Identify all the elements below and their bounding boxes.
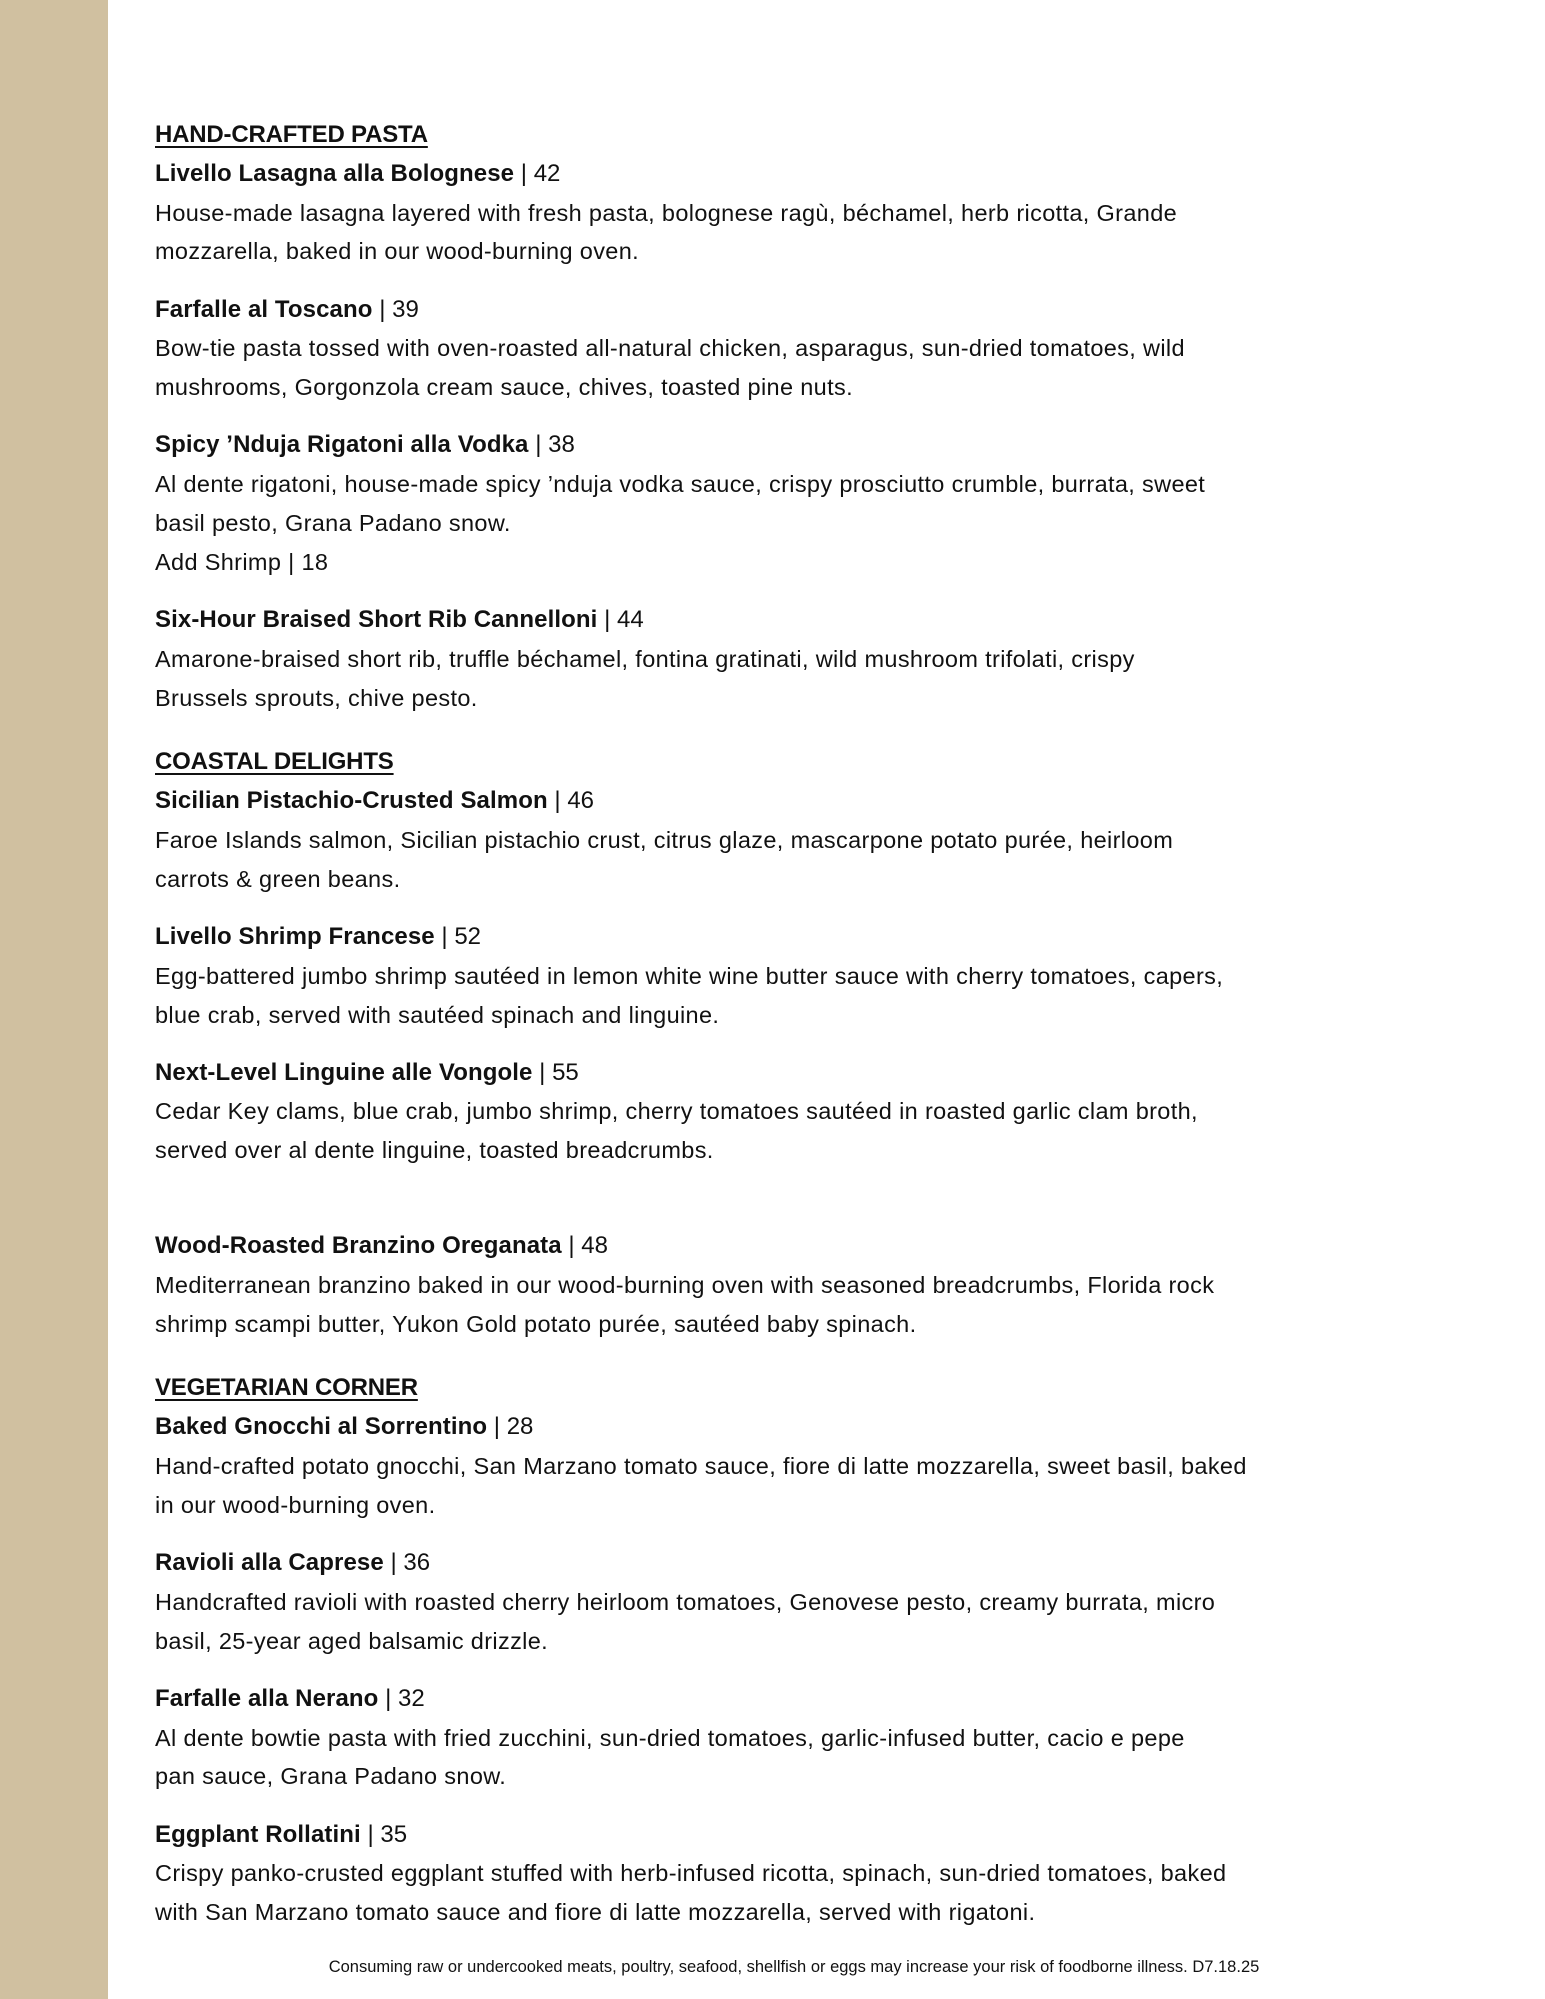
item-name: Ravioli alla Caprese <box>155 1549 384 1577</box>
item-price: 38 <box>548 431 575 459</box>
menu-item <box>155 1227 1485 1343</box>
item-title-line <box>155 601 1485 640</box>
item-description-line: blue crab, served with sautéed spinach and linguine. <box>155 1001 720 1028</box>
item-add-on: Add Shrimp | 18 <box>155 548 329 575</box>
item-title-line <box>155 918 1485 957</box>
item-description-line: Egg-battered jumbo shrimp sautéed in lemon white wine butter sauce with cherry tomatoes, capers, <box>155 962 1224 989</box>
item-description-line: carrots & green beans. <box>155 865 401 892</box>
item-name: Spicy ’Nduja Rigatoni alla Vodka <box>155 431 529 459</box>
menu-item <box>155 291 1485 407</box>
item-price: 36 <box>403 1549 431 1577</box>
footer-disclaimer: Consuming raw or undercooked meats, poultry, seafood, shellfish or eggs may increase your risk of foodborne illness. D7.18.25 <box>328 1958 1260 1976</box>
item-description-line: in our wood-burning oven. <box>155 1491 436 1518</box>
menu-item <box>155 1544 1485 1660</box>
item-price: 44 <box>617 605 644 633</box>
item-price: 52 <box>454 922 482 950</box>
item-name: Farfalle al Toscano <box>155 295 373 323</box>
item-title-line <box>155 1544 1485 1583</box>
price-separator: | <box>568 1232 575 1260</box>
price-separator: | <box>493 1413 501 1441</box>
menu-item <box>155 918 1485 1034</box>
item-description-line: shrimp scampi butter, Yukon Gold potato purée, sautéed baby spinach. <box>155 1310 917 1337</box>
price-separator: | <box>367 1820 374 1848</box>
menu-page <box>155 116 1485 1932</box>
item-title-line <box>155 1408 1485 1447</box>
item-title-line <box>155 1816 1485 1855</box>
item-description-line: Crispy panko-crusted eggplant stuffed with herb-infused ricotta, spinach, sun-dried tomatoes, baked <box>155 1860 1227 1887</box>
item-name: Livello Shrimp Francese <box>155 922 435 950</box>
decorative-sidebar-band <box>0 0 108 1999</box>
item-price: 55 <box>552 1058 579 1086</box>
price-separator: | <box>554 787 561 815</box>
item-description-line: served over al dente linguine, toasted breadcrumbs. <box>155 1137 714 1164</box>
menu-item <box>155 155 1485 271</box>
item-description-line: pan sauce, Grana Padano snow. <box>155 1763 507 1790</box>
section-heading: COASTAL DELIGHTS <box>155 748 394 776</box>
footer-disclaimer-container <box>0 1955 1545 1979</box>
price-separator: | <box>385 1684 392 1712</box>
item-price: 32 <box>398 1684 425 1712</box>
section-heading: VEGETARIAN CORNER <box>155 1374 418 1402</box>
menu-item <box>155 782 1485 898</box>
item-price: 46 <box>567 787 595 815</box>
price-separator: | <box>520 159 528 187</box>
price-separator: | <box>539 1058 546 1086</box>
menu-item <box>155 1054 1485 1170</box>
item-title-line <box>155 1680 1485 1719</box>
item-description-line: Bow-tie pasta tossed with oven-roasted all-natural chicken, asparagus, sun-dried tomatoes, wild <box>155 335 1185 362</box>
section-heading: HAND-CRAFTED PASTA <box>155 121 428 148</box>
menu-item <box>155 601 1485 717</box>
menu-section-vegetarian-corner <box>155 1369 1485 1932</box>
item-name: Farfalle alla Nerano <box>155 1684 379 1712</box>
menu-item <box>155 426 1485 581</box>
item-title-line <box>155 782 1485 821</box>
item-description-line: Faroe Islands salmon, Sicilian pistachio crust, citrus glaze, mascarpone potato purée, heirloom <box>155 826 1174 853</box>
menu-section-coastal-delights <box>155 743 1485 1343</box>
menu-section-hand-crafted-pasta <box>155 116 1485 717</box>
item-description-line: House-made lasagna layered with fresh pasta, bolognese ragù, béchamel, herb ricotta, Grande <box>155 199 1178 226</box>
item-description-line: basil, 25-year aged balsamic drizzle. <box>155 1627 549 1654</box>
price-separator: | <box>441 922 448 950</box>
menu-item <box>155 1816 1485 1932</box>
item-description-line: Hand-crafted potato gnocchi, San Marzano tomato sauce, fiore di latte mozzarella, sweet basil, baked <box>155 1453 1247 1480</box>
item-price: 48 <box>581 1232 608 1260</box>
menu-item <box>155 1680 1485 1796</box>
item-description-line: mushrooms, Gorgonzola cream sauce, chives, toasted pine nuts. <box>155 374 853 401</box>
item-description-line: with San Marzano tomato sauce and fiore di latte mozzarella, served with rigatoni. <box>155 1899 1036 1926</box>
item-title-line <box>155 291 1485 330</box>
price-separator: | <box>379 295 386 323</box>
item-name: Livello Lasagna alla Bolognese <box>155 159 515 187</box>
item-description-line: Handcrafted ravioli with roasted cherry heirloom tomatoes, Genovese pesto, creamy burrata, micro <box>155 1588 1216 1615</box>
item-name: Next-Level Linguine alle Vongole <box>155 1058 533 1086</box>
item-name: Baked Gnocchi al Sorrentino <box>155 1413 488 1441</box>
item-name: Eggplant Rollatini <box>155 1820 361 1848</box>
item-title-line <box>155 1227 1485 1266</box>
item-description-line: Al dente rigatoni, house-made spicy ’nduja vodka sauce, crispy prosciutto crumble, burrata, sweet <box>155 471 1206 498</box>
item-description-line: mozzarella, baked in our wood-burning oven. <box>155 238 640 265</box>
item-price: 28 <box>506 1413 534 1441</box>
item-name: Six-Hour Braised Short Rib Cannelloni <box>155 605 598 633</box>
price-separator: | <box>535 431 542 459</box>
item-description-line: Mediterranean branzino baked in our wood-burning oven with seasoned breadcrumbs, Florida rock <box>155 1271 1215 1298</box>
item-price: 42 <box>533 159 561 187</box>
price-separator: | <box>604 605 611 633</box>
item-description-line: basil pesto, Grana Padano snow. <box>155 509 511 536</box>
item-title-line <box>155 155 1485 194</box>
item-price: 39 <box>392 295 419 323</box>
item-title-line <box>155 1054 1485 1093</box>
price-separator: | <box>390 1549 397 1577</box>
item-description-line: Al dente bowtie pasta with fried zucchini, sun-dried tomatoes, garlic-infused butter, cacio e pepe <box>155 1724 1185 1751</box>
item-description-line: Brussels sprouts, chive pesto. <box>155 684 478 711</box>
item-name: Sicilian Pistachio-Crusted Salmon <box>155 787 548 815</box>
item-description-line: Amarone-braised short rib, truffle béchamel, fontina gratinati, wild mushroom trifolati, crispy <box>155 645 1135 672</box>
item-name: Wood-Roasted Branzino Oreganata <box>155 1232 562 1260</box>
item-price: 35 <box>380 1820 408 1848</box>
menu-item <box>155 1408 1485 1524</box>
item-description-line: Cedar Key clams, blue crab, jumbo shrimp, cherry tomatoes sautéed in roasted garlic clam broth, <box>155 1098 1198 1125</box>
item-title-line <box>155 426 1485 465</box>
